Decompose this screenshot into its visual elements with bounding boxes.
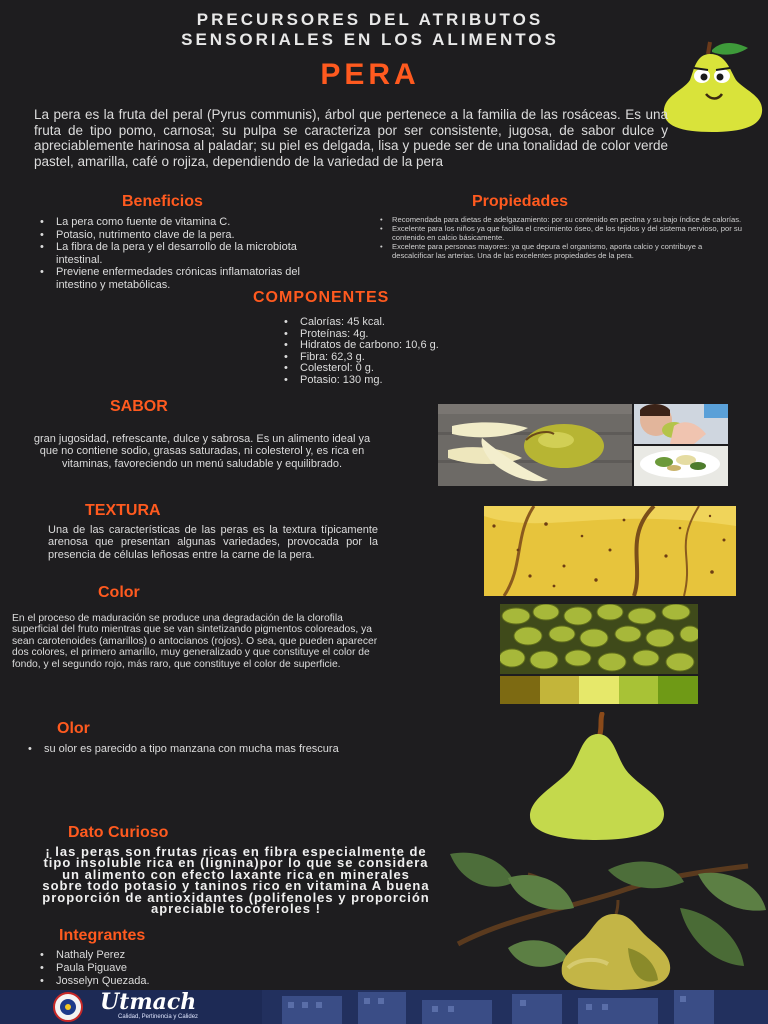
list-item: • Potasio: 130 mg. bbox=[280, 375, 540, 387]
color-palette bbox=[500, 676, 698, 704]
color-paragraph: En el proceso de maduración se produce una degradación de la clorofila superficial del fruto mientras que se van sintetizando pigmentos coloreados, ya sean carotenoides (amarillos) o antocianos (rojos). O sea, que pueden aparecer dos colores, el primero amarillo, muy generalizado y que constituye el color de fondo, y el segundo rojo, más raro, que constituye el color de superficie. bbox=[12, 613, 378, 670]
dato-heading: Dato Curioso bbox=[68, 824, 169, 841]
textura-paragraph: Una de las características de las peras es la textura típicamente arenosa que presentan algunas variedades, provocada por la presencia de células leñosas entre la carne de la pera. bbox=[48, 524, 378, 561]
fruit-title: PERA bbox=[320, 58, 420, 91]
list-item: • Previene enfermedades crónicas inflamatorias del intestino y metabólicas. bbox=[36, 266, 336, 291]
pears-pile-image bbox=[500, 604, 698, 674]
green-pear-image bbox=[526, 712, 668, 840]
olor-heading: Olor bbox=[57, 720, 90, 737]
dato-paragraph: ¡ las peras son frutas ricas en fibra especialmente de tipo insoluble rica en (lignina)por lo que se considera un alimento con efecto laxante rica en minerales sobre todo potasio y taninos rico en vitamina A buena proporción de antioxidantes (polifenoles y proporción apreciable tocoferoles ! bbox=[42, 844, 430, 917]
propiedades-list bbox=[378, 215, 744, 260]
integrantes-heading: Integrantes bbox=[59, 927, 146, 944]
botanical-pear-image bbox=[448, 848, 768, 990]
integrantes-list bbox=[36, 949, 276, 988]
list-item: • Excelente para los niños ya que facilita el crecimiento óseo, de los tejidos y del sistema nervioso, por su contenido en calcio básicamente. bbox=[378, 224, 744, 242]
pear-slices-image bbox=[438, 404, 632, 486]
intro-paragraph: La pera es la fruta del peral (Pyrus communis), árbol que pertenece a la familia de las rosáceas. Es una fruta de tipo pomo, carnosa; su pulpa se caracteriza por ser consistente, jugosa, de sabor dulce y apreciablemente harinosa al paladar; su piel es delgada, lisa y puede ser de una tonalidad de color verde pastel, amarilla, café o rojiza, dependiendo de la variedad de la pera bbox=[34, 107, 668, 169]
list-item: • Recomendada para dietas de adelgazamiento: por su contenido en pectina y su bajo índice de calorías. bbox=[378, 215, 744, 224]
university-seal-icon bbox=[44, 992, 92, 1022]
pear-salad-image bbox=[634, 446, 728, 486]
olor-list bbox=[24, 743, 352, 756]
list-item: • Excelente para personas mayores: ya que depura el organismo, aporta calcio y contribuye a descalcificar las arterias. Una de las excelentes propiedades de la pera. bbox=[378, 242, 744, 260]
list-item: • Proteínas: 4g. bbox=[280, 329, 540, 341]
list-item: • Hidratos de carbono: 10,6 g. bbox=[280, 340, 540, 352]
palette-swatch bbox=[658, 676, 698, 704]
palette-swatch bbox=[500, 676, 540, 704]
textura-heading: TEXTURA bbox=[85, 502, 161, 519]
propiedades-heading: Propiedades bbox=[472, 193, 569, 210]
list-item: • Paula Piguave bbox=[36, 962, 276, 975]
list-item: • Fibra: 62,3 g. bbox=[280, 352, 540, 364]
palette-swatch bbox=[579, 676, 619, 704]
campus-building-image bbox=[262, 990, 768, 1024]
color-heading: Color bbox=[98, 584, 140, 601]
sabor-heading: SABOR bbox=[110, 398, 168, 415]
brand-tagline: Calidad, Pertinencia y Calidez bbox=[118, 1014, 199, 1020]
palette-swatch bbox=[619, 676, 659, 704]
pear-skin-texture-image bbox=[484, 506, 736, 596]
list-item: • su olor es parecido a tipo manzana con mucha mas frescura bbox=[24, 743, 352, 756]
beneficios-list bbox=[36, 216, 336, 291]
list-item: • La fibra de la pera y el desarrollo de la microbiota intestinal. bbox=[36, 241, 336, 266]
list-item: • Josselyn Quezada. bbox=[36, 975, 276, 988]
sabor-paragraph: gran jugosidad, refrescante, dulce y sabrosa. Es un alimento ideal ya que no contiene sodio, grasas saturadas, ni colesterol y, es rica en vitaminas, favoreciendo un menú saludable y equilibrado. bbox=[33, 433, 371, 470]
componentes-list bbox=[280, 317, 540, 387]
list-item: • La pera como fuente de vitamina C. bbox=[36, 216, 336, 229]
componentes-heading: COMPONENTES bbox=[253, 289, 390, 306]
footer-banner bbox=[0, 990, 768, 1024]
palette-swatch bbox=[540, 676, 580, 704]
list-item: • Nathaly Perez bbox=[36, 949, 276, 962]
woman-eating-image bbox=[634, 404, 728, 444]
list-item: • Colesterol: 0 g. bbox=[280, 363, 540, 375]
list-item: • Potasio, nutrimento clave de la pera. bbox=[36, 229, 336, 242]
beneficios-heading: Beneficios bbox=[122, 193, 203, 210]
brand-name: Utmach bbox=[100, 989, 197, 1015]
list-item: • Calorías: 45 kcal. bbox=[280, 317, 540, 329]
title-line-2: SENSORIALES EN LOS ALIMENTOS bbox=[181, 30, 559, 49]
cartoon-pear-image bbox=[656, 40, 768, 132]
title-line-1: PRECURSORES DEL ATRIBUTOS bbox=[196, 10, 544, 29]
